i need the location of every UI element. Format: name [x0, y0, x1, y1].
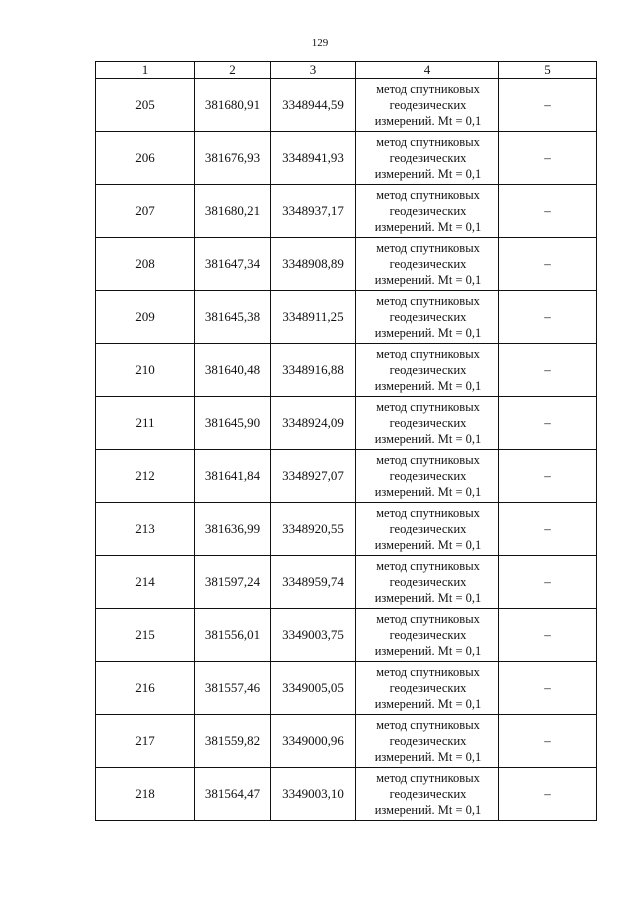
- method-line: метод спутниковых: [376, 188, 480, 202]
- point-number-cell: 213: [96, 503, 195, 556]
- method-line: геодезических: [389, 98, 467, 112]
- method-line: геодезических: [389, 257, 467, 271]
- point-number-cell: 208: [96, 238, 195, 291]
- x-coordinate-cell: 381645,38: [195, 291, 271, 344]
- method-line: измерений. Mt = 0,1: [374, 432, 482, 446]
- note-cell: –: [499, 503, 597, 556]
- method-cell: [356, 291, 499, 344]
- method-line: измерений. Mt = 0,1: [374, 485, 482, 499]
- note-cell: –: [499, 556, 597, 609]
- point-number-cell: 206: [96, 132, 195, 185]
- table-row: [96, 556, 597, 609]
- method-line: измерений. Mt = 0,1: [374, 591, 482, 605]
- method-line: геодезических: [389, 469, 467, 483]
- note-cell: –: [499, 291, 597, 344]
- table-row: [96, 344, 597, 397]
- method-line: метод спутниковых: [376, 718, 480, 732]
- x-coordinate-cell: 381680,91: [195, 79, 271, 132]
- header-col-5: 5: [499, 62, 597, 79]
- y-coordinate-cell: 3348941,93: [271, 132, 356, 185]
- method-line: метод спутниковых: [376, 347, 480, 361]
- x-coordinate-cell: 381647,34: [195, 238, 271, 291]
- note-cell: –: [499, 450, 597, 503]
- table-header-row: [96, 62, 597, 79]
- point-number-cell: 211: [96, 397, 195, 450]
- method-line: измерений. Mt = 0,1: [374, 750, 482, 764]
- method-line: геодезических: [389, 681, 467, 695]
- method-cell: [356, 715, 499, 768]
- x-coordinate-cell: 381559,82: [195, 715, 271, 768]
- x-coordinate-cell: 381676,93: [195, 132, 271, 185]
- method-cell: [356, 238, 499, 291]
- method-line: измерений. Mt = 0,1: [374, 697, 482, 711]
- y-coordinate-cell: 3348920,55: [271, 503, 356, 556]
- method-line: метод спутниковых: [376, 400, 480, 414]
- method-line: метод спутниковых: [376, 771, 480, 785]
- method-cell: [356, 556, 499, 609]
- x-coordinate-cell: 381680,21: [195, 185, 271, 238]
- method-line: метод спутниковых: [376, 506, 480, 520]
- point-number-cell: 207: [96, 185, 195, 238]
- y-coordinate-cell: 3349003,10: [271, 768, 356, 821]
- method-line: измерений. Mt = 0,1: [374, 114, 482, 128]
- method-line: геодезических: [389, 787, 467, 801]
- table-row: [96, 715, 597, 768]
- method-line: геодезических: [389, 575, 467, 589]
- note-cell: –: [499, 397, 597, 450]
- method-cell: [356, 450, 499, 503]
- method-line: геодезических: [389, 363, 467, 377]
- point-number-cell: 218: [96, 768, 195, 821]
- method-cell: [356, 79, 499, 132]
- table-row: [96, 132, 597, 185]
- method-cell: [356, 662, 499, 715]
- note-cell: –: [499, 238, 597, 291]
- method-line: измерений. Mt = 0,1: [374, 220, 482, 234]
- y-coordinate-cell: 3348959,74: [271, 556, 356, 609]
- x-coordinate-cell: 381597,24: [195, 556, 271, 609]
- method-cell: [356, 344, 499, 397]
- method-line: измерений. Mt = 0,1: [374, 644, 482, 658]
- method-line: геодезических: [389, 151, 467, 165]
- coordinates-table: [95, 61, 597, 821]
- table-row: [96, 291, 597, 344]
- header-col-4: 4: [356, 62, 499, 79]
- point-number-cell: 214: [96, 556, 195, 609]
- method-cell: [356, 132, 499, 185]
- x-coordinate-cell: 381636,99: [195, 503, 271, 556]
- method-line: геодезических: [389, 734, 467, 748]
- y-coordinate-cell: 3349005,05: [271, 662, 356, 715]
- note-cell: –: [499, 662, 597, 715]
- point-number-cell: 210: [96, 344, 195, 397]
- method-line: метод спутниковых: [376, 559, 480, 573]
- header-col-1: 1: [96, 62, 195, 79]
- point-number-cell: 209: [96, 291, 195, 344]
- method-line: метод спутниковых: [376, 135, 480, 149]
- table-row: [96, 185, 597, 238]
- x-coordinate-cell: 381645,90: [195, 397, 271, 450]
- note-cell: –: [499, 185, 597, 238]
- point-number-cell: 216: [96, 662, 195, 715]
- x-coordinate-cell: 381641,84: [195, 450, 271, 503]
- point-number-cell: 205: [96, 79, 195, 132]
- y-coordinate-cell: 3348911,25: [271, 291, 356, 344]
- method-line: измерений. Mt = 0,1: [374, 379, 482, 393]
- table-row: [96, 450, 597, 503]
- x-coordinate-cell: 381564,47: [195, 768, 271, 821]
- method-line: измерений. Mt = 0,1: [374, 538, 482, 552]
- table-row: [96, 503, 597, 556]
- note-cell: –: [499, 609, 597, 662]
- method-line: метод спутниковых: [376, 82, 480, 96]
- method-line: измерений. Mt = 0,1: [374, 273, 482, 287]
- method-cell: [356, 768, 499, 821]
- method-line: метод спутниковых: [376, 453, 480, 467]
- y-coordinate-cell: 3348908,89: [271, 238, 356, 291]
- method-line: метод спутниковых: [376, 241, 480, 255]
- header-col-3: 3: [271, 62, 356, 79]
- note-cell: –: [499, 715, 597, 768]
- y-coordinate-cell: 3348927,07: [271, 450, 356, 503]
- y-coordinate-cell: 3348916,88: [271, 344, 356, 397]
- table-row: [96, 79, 597, 132]
- method-line: геодезических: [389, 522, 467, 536]
- method-line: измерений. Mt = 0,1: [374, 326, 482, 340]
- note-cell: –: [499, 132, 597, 185]
- x-coordinate-cell: 381556,01: [195, 609, 271, 662]
- table-row: [96, 609, 597, 662]
- table-row: [96, 662, 597, 715]
- y-coordinate-cell: 3349003,75: [271, 609, 356, 662]
- method-cell: [356, 185, 499, 238]
- y-coordinate-cell: 3348944,59: [271, 79, 356, 132]
- method-cell: [356, 503, 499, 556]
- method-line: метод спутниковых: [376, 294, 480, 308]
- note-cell: –: [499, 344, 597, 397]
- note-cell: –: [499, 768, 597, 821]
- method-line: метод спутниковых: [376, 665, 480, 679]
- table-row: [96, 397, 597, 450]
- header-col-2: 2: [195, 62, 271, 79]
- x-coordinate-cell: 381557,46: [195, 662, 271, 715]
- table-body: [96, 79, 597, 821]
- x-coordinate-cell: 381640,48: [195, 344, 271, 397]
- method-line: измерений. Mt = 0,1: [374, 803, 482, 817]
- y-coordinate-cell: 3348924,09: [271, 397, 356, 450]
- table-row: [96, 768, 597, 821]
- y-coordinate-cell: 3349000,96: [271, 715, 356, 768]
- point-number-cell: 217: [96, 715, 195, 768]
- point-number-cell: 215: [96, 609, 195, 662]
- page-number: 129: [311, 37, 329, 49]
- method-cell: [356, 397, 499, 450]
- method-cell: [356, 609, 499, 662]
- method-line: геодезических: [389, 628, 467, 642]
- table-row: [96, 238, 597, 291]
- y-coordinate-cell: 3348937,17: [271, 185, 356, 238]
- method-line: метод спутниковых: [376, 612, 480, 626]
- method-line: измерений. Mt = 0,1: [374, 167, 482, 181]
- point-number-cell: 212: [96, 450, 195, 503]
- method-line: геодезических: [389, 416, 467, 430]
- note-cell: –: [499, 79, 597, 132]
- method-line: геодезических: [389, 310, 467, 324]
- method-line: геодезических: [389, 204, 467, 218]
